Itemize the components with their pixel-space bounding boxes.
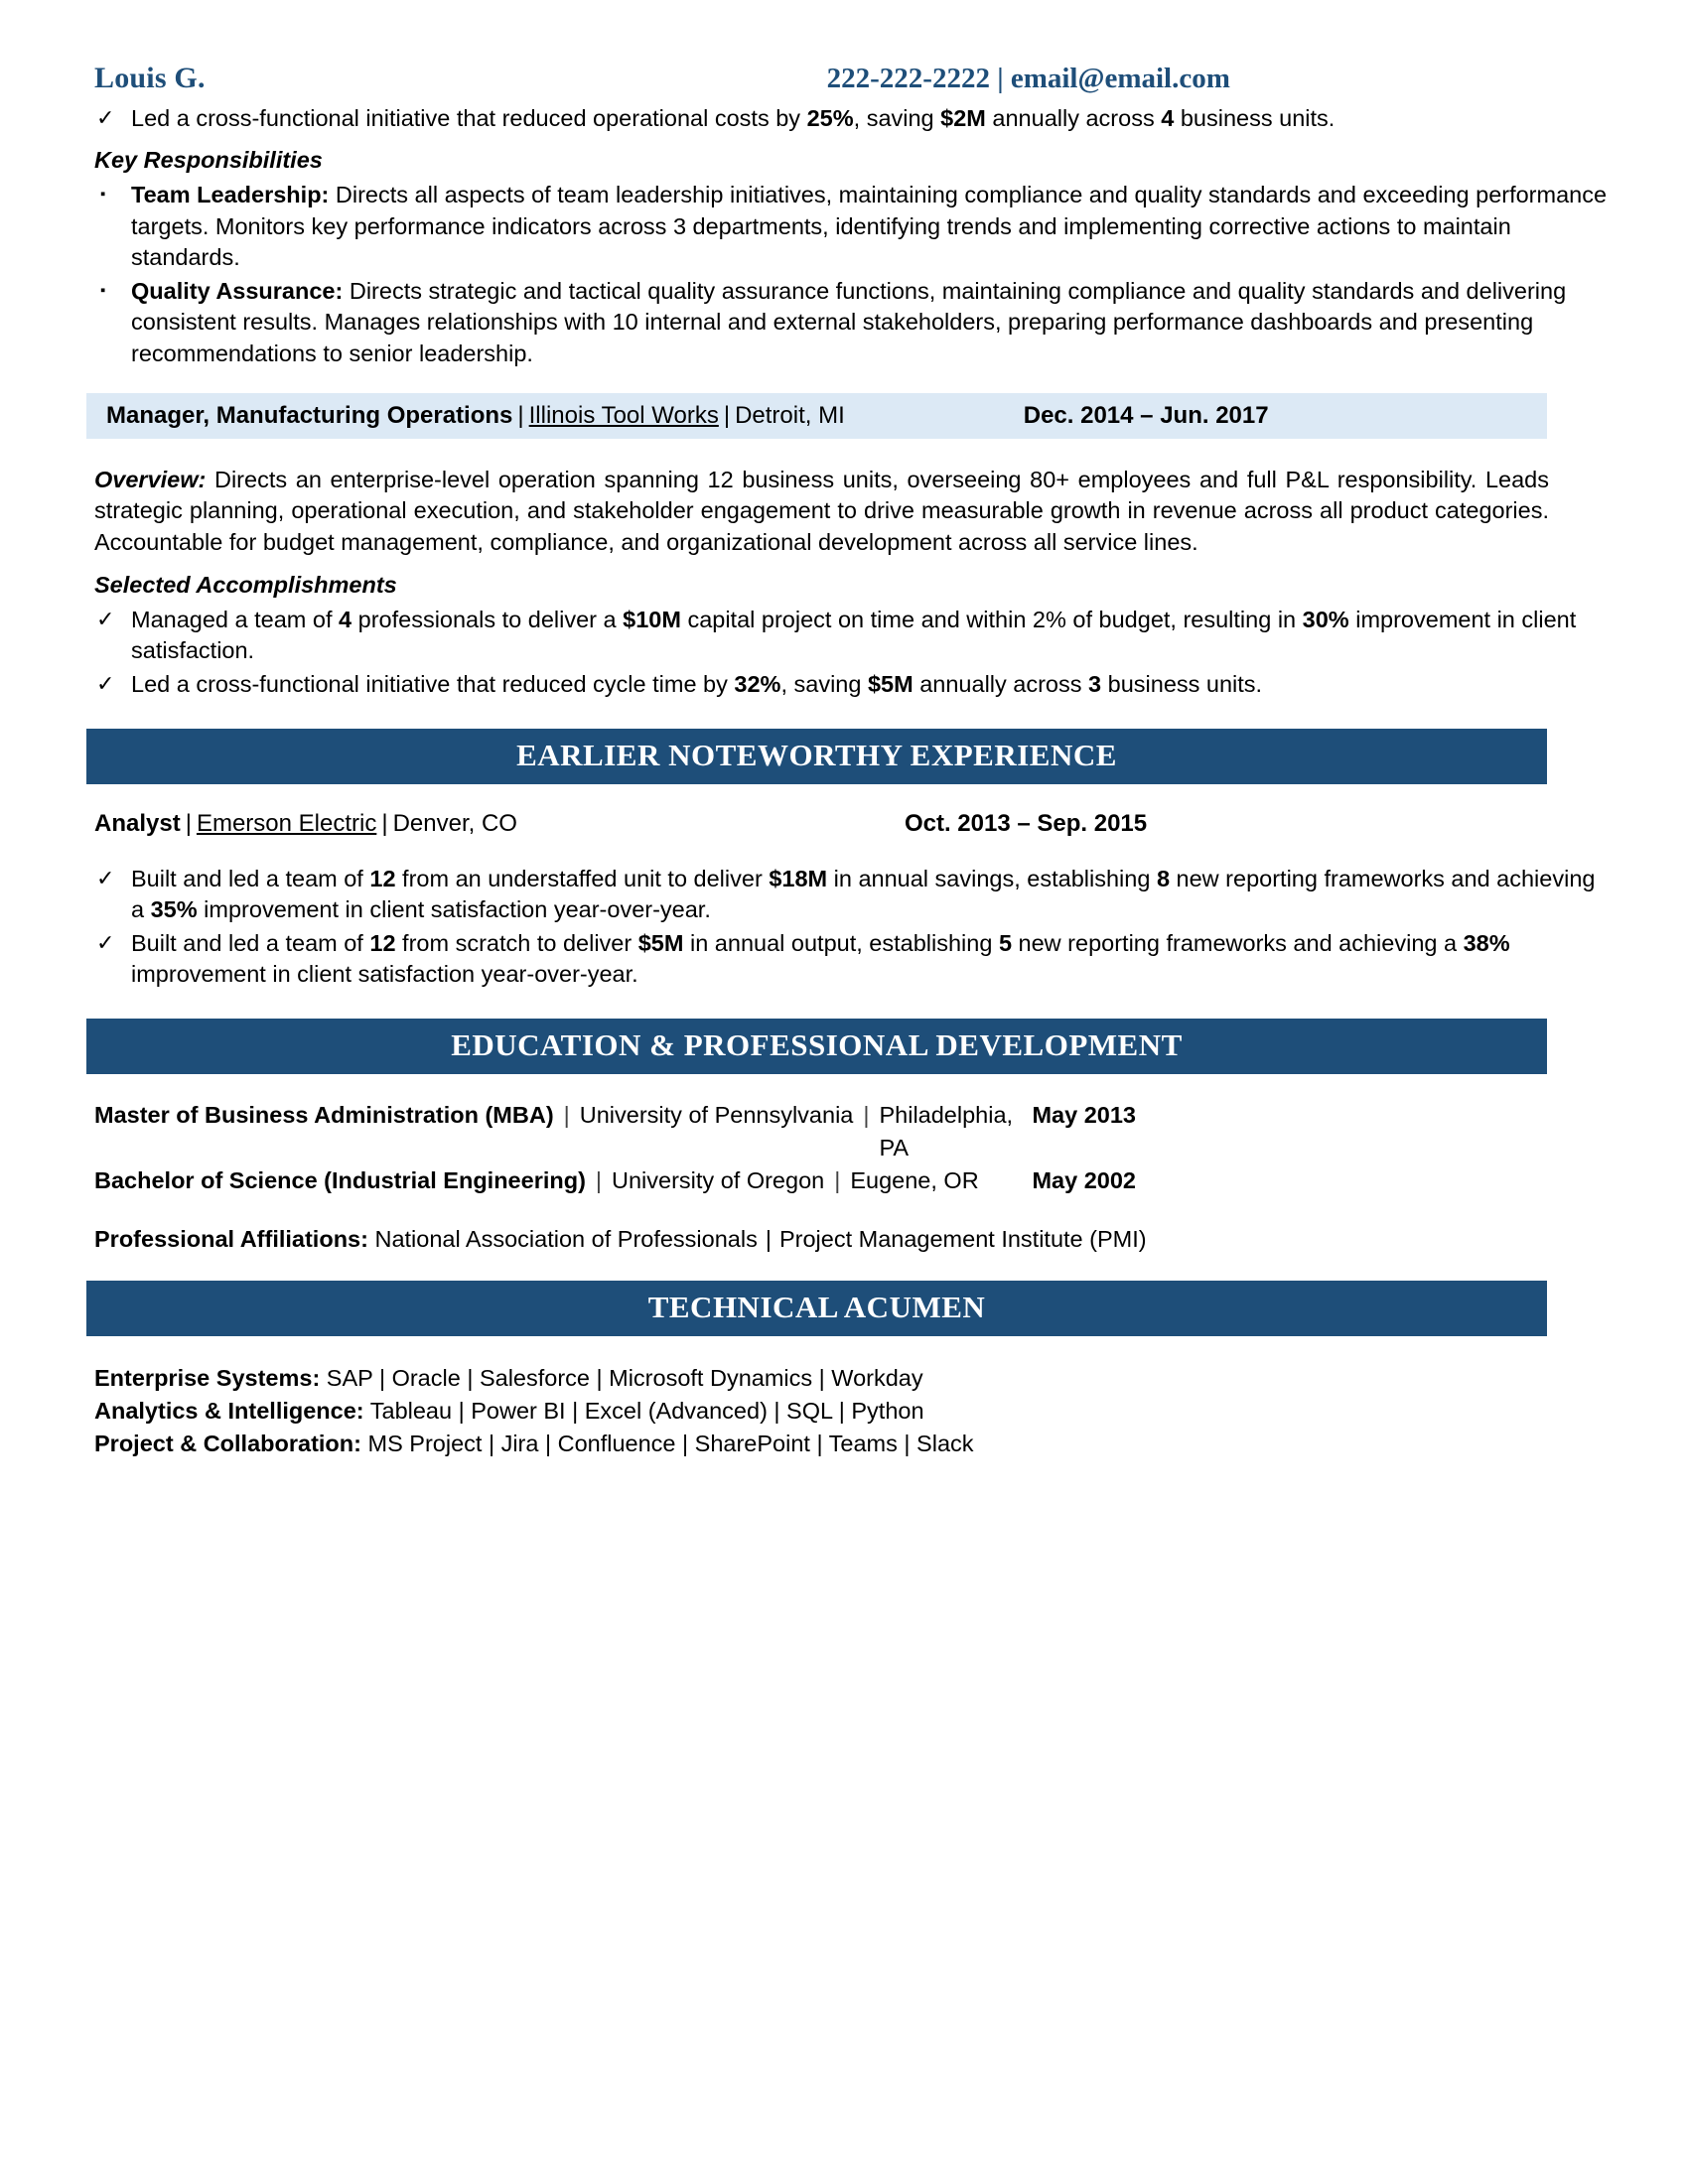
job-header-bar [86,393,1547,439]
professional-affiliations [94,1226,1611,1253]
square-bullet-icon: ▪ [100,282,106,299]
separator: | [185,809,192,837]
skill-category-label: Enterprise Systems: [94,1364,321,1391]
section-banner-earlier-experience: EARLIER NOTEWORTHY EXPERIENCE [86,729,1547,784]
skill-values: Tableau | Power BI | Excel (Advanced) | SQL | Python [363,1398,924,1425]
bullet-text: Led a cross-functional initiative that reduced operational costs by 25%, saving $2M annually across 4 business units. [131,105,1336,131]
checkmark-icon: ✓ [96,606,115,631]
separator: | [381,809,388,837]
overview-text: Directs an enterprise-level operation spanning 12 business units, overseeing 80+ employees and full P&L responsibility. Leads strategic planning, operational execution, and stakeholder engagement to drive measurable growth in revenue across all product categories. Accountable for budget management, compliance, and organizational development across all service lines. [94,466,1549,556]
section-banner-education: EDUCATION & PROFESSIONAL DEVELOPMENT [86,1019,1547,1074]
job-dates: Dec. 2014 – Jun. 2017 [1023,401,1269,429]
skill-values: SAP | Oracle | Salesforce | Microsoft Dynamics | Workday [320,1364,923,1391]
education-location: Eugene, OR [850,1167,979,1194]
responsibility-text: Directs strategic and tactical quality assurance functions, maintaining compliance and quality standards and delivering consistent results. Manages relationships with 10 internal and external stakeholders, preparing performance dashboards and presenting recommendations to senior leadership. [131,278,1567,366]
skill-category-label: Analytics & Intelligence: [94,1398,364,1425]
key-responsibilities-heading: Key Responsibilities [94,147,323,174]
separator: | [765,1225,772,1252]
list-item [94,103,1611,134]
list-item [94,180,1611,273]
separator: | [563,1101,570,1128]
earlier-experience-bullets [94,864,1611,991]
resume-header [94,62,1611,103]
separator: | [517,401,524,429]
bullet-text: Led a cross-functional initiative that reduced cycle time by 32%, saving $5M annually across 3 business units. [131,671,1263,698]
responsibility-label: Quality Assurance: [131,278,344,304]
education-row [94,1164,1611,1197]
education-list [94,1099,1611,1198]
checkmark-icon: ✓ [96,105,115,130]
skill-row [94,1428,1611,1460]
education-school: University of Pennsylvania [579,1101,854,1128]
job-company: Illinois Tool Works [528,401,719,429]
affiliation-item: National Association of Professionals [374,1225,758,1252]
contact-info: 222-222-2222 | email@email.com [826,63,1230,94]
square-bullet-icon: ▪ [100,186,106,204]
affiliation-item: Project Management Institute (PMI) [778,1225,1147,1252]
checkmark-icon: ✓ [96,671,115,697]
section-banner-technical-acumen: TECHNICAL ACUMEN [86,1281,1547,1336]
separator: | [863,1101,870,1128]
top-bullet-list [94,103,1611,134]
checkmark-icon: ✓ [96,930,115,956]
education-degree: Master of Business Administration (MBA) [94,1101,554,1128]
education-date: May 2002 [1032,1167,1136,1194]
responsibility-label: Team Leadership: [131,182,330,208]
separator: | [723,401,731,429]
selected-accomplishments-heading: Selected Accomplishments [94,571,397,598]
key-responsibilities-list [94,180,1611,369]
list-item [94,928,1611,991]
job-location: Detroit, MI [735,401,845,429]
skill-values: MS Project | Jira | Confluence | SharePoint | Teams | Slack [360,1431,974,1457]
earlier-role-line [94,810,1611,838]
list-item [94,669,1611,700]
overview-paragraph [94,465,1549,559]
candidate-name: Louis G. [94,62,206,94]
technical-skills-list [94,1362,1611,1461]
skill-row [94,1395,1611,1428]
responsibility-text: Directs all aspects of team leadership initiatives, maintaining compliance and quality standards and exceeding performance targets. Monitors key performance indicators across 3 departments, identifying trends and implementing corrective actions to maintain standards. [131,182,1608,270]
skill-row [94,1362,1611,1395]
role-company: Emerson Electric [196,809,377,837]
role-dates: Oct. 2013 – Sep. 2015 [904,809,1148,837]
separator: | [834,1167,841,1194]
education-degree: Bachelor of Science (Industrial Engineering) [94,1167,586,1194]
selected-accomplishments-list [94,605,1611,701]
job-title: Manager, Manufacturing Operations [106,401,513,429]
list-item [94,864,1611,926]
list-item [94,605,1611,667]
bullet-text: Built and led a team of 12 from scratch to deliver $5M in annual output, establishing 5 new reporting frameworks and achieving a 38% improvement in client satisfaction year-over-year. [131,930,1510,988]
education-date: May 2013 [1032,1101,1136,1128]
education-row [94,1099,1611,1165]
list-item [94,276,1611,369]
education-school: University of Oregon [612,1167,825,1194]
bullet-text: Managed a team of 4 professionals to deliver a $10M capital project on time and within 2% of budget, resulting in 30% improvement in client satisfaction. [131,606,1577,664]
checkmark-icon: ✓ [96,865,115,890]
role-title: Analyst [94,809,181,837]
separator: | [595,1167,603,1194]
education-location: Philadelphia, PA [879,1101,1014,1161]
skill-category-label: Project & Collaboration: [94,1431,361,1457]
affiliations-label: Professional Affiliations: [94,1225,368,1252]
role-location: Denver, CO [392,809,517,837]
overview-label: Overview: [94,466,207,492]
bullet-text: Built and led a team of 12 from an understaffed unit to deliver $18M in annual savings, establishing 8 new reporting frameworks and achieving a 35% improvement in client satisfaction year-over-year. [131,865,1596,922]
